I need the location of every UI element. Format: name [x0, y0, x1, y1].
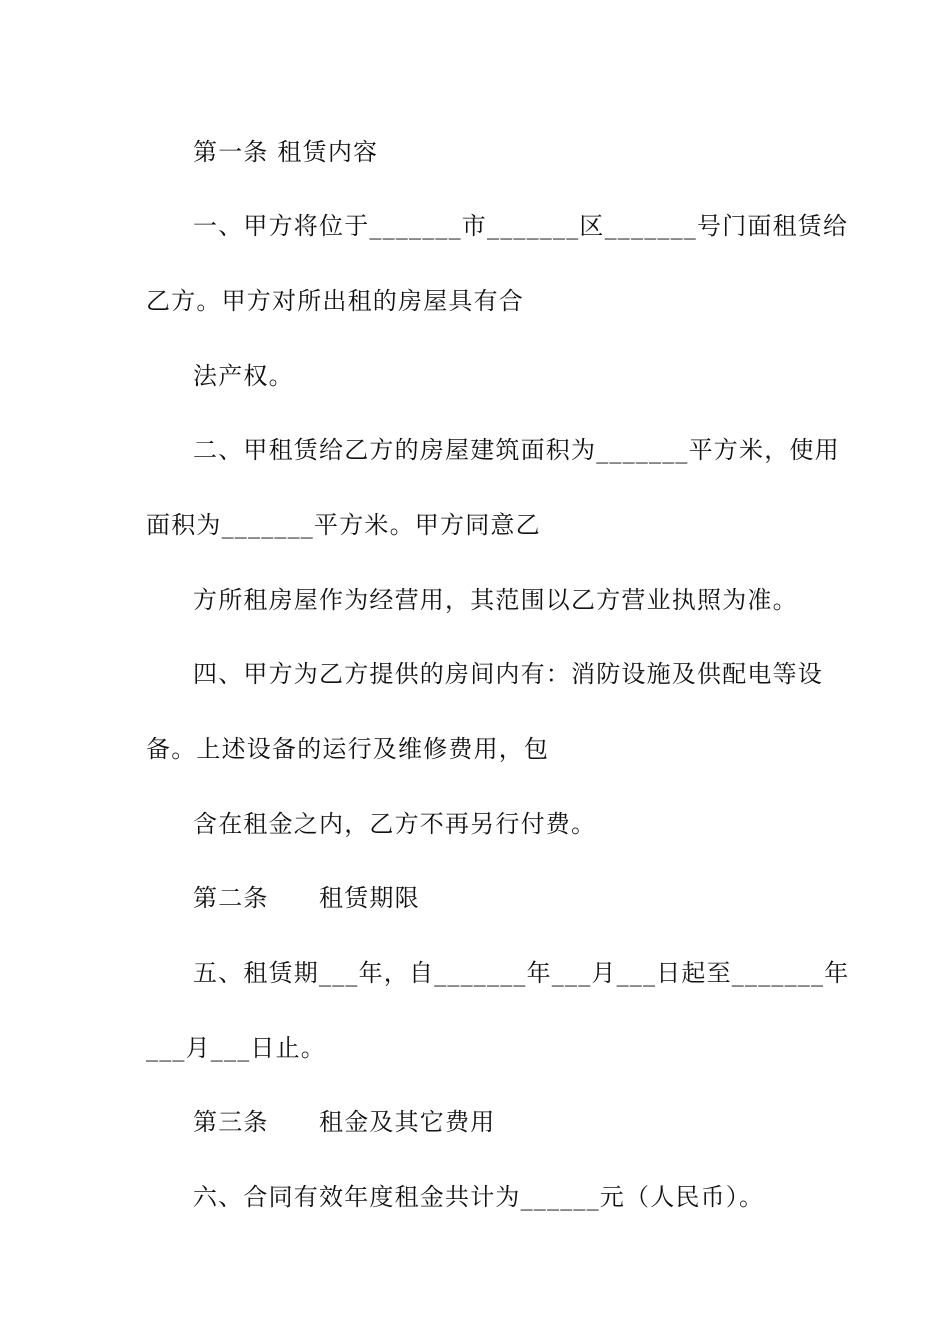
- article-2-heading: 第二条 租赁期限: [193, 884, 420, 912]
- article-1-heading: 第一条 租赁内容: [193, 138, 379, 166]
- clause-6-line-1: 六、合同有效年度租金共计为______元（人民币）。: [193, 1183, 765, 1211]
- clause-2-line-1: 二、甲租赁给乙方的房屋建筑面积为_______平方米，使用: [193, 436, 840, 464]
- article-3-heading: 第三条 租金及其它费用: [193, 1108, 496, 1136]
- clause-4-line-3: 含在租金之内，乙方不再另行付费。: [193, 810, 597, 838]
- clause-5-line-2: ___月___日止。: [146, 1034, 326, 1062]
- clause-1-line-2: 乙方。甲方对所出租的房屋具有合: [146, 287, 524, 315]
- clause-2-line-2: 面积为_______平方米。甲方同意乙: [146, 511, 541, 539]
- clause-4-line-1: 四、甲方为乙方提供的房间内有：消防设施及供配电等设: [193, 660, 823, 688]
- clause-1-line-3: 法产权。: [193, 362, 294, 390]
- clause-1-line-1: 一、甲方将位于_______市_______区_______号门面租赁给: [193, 212, 849, 240]
- clause-5-line-1: 五、租赁期___年，自_______年___月___日起至_______年: [193, 959, 850, 987]
- clause-4-line-2: 备。上述设备的运行及维修费用，包: [146, 735, 550, 763]
- clause-2-line-3: 方所租房屋作为经营用，其范围以乙方营业执照为准。: [193, 586, 798, 614]
